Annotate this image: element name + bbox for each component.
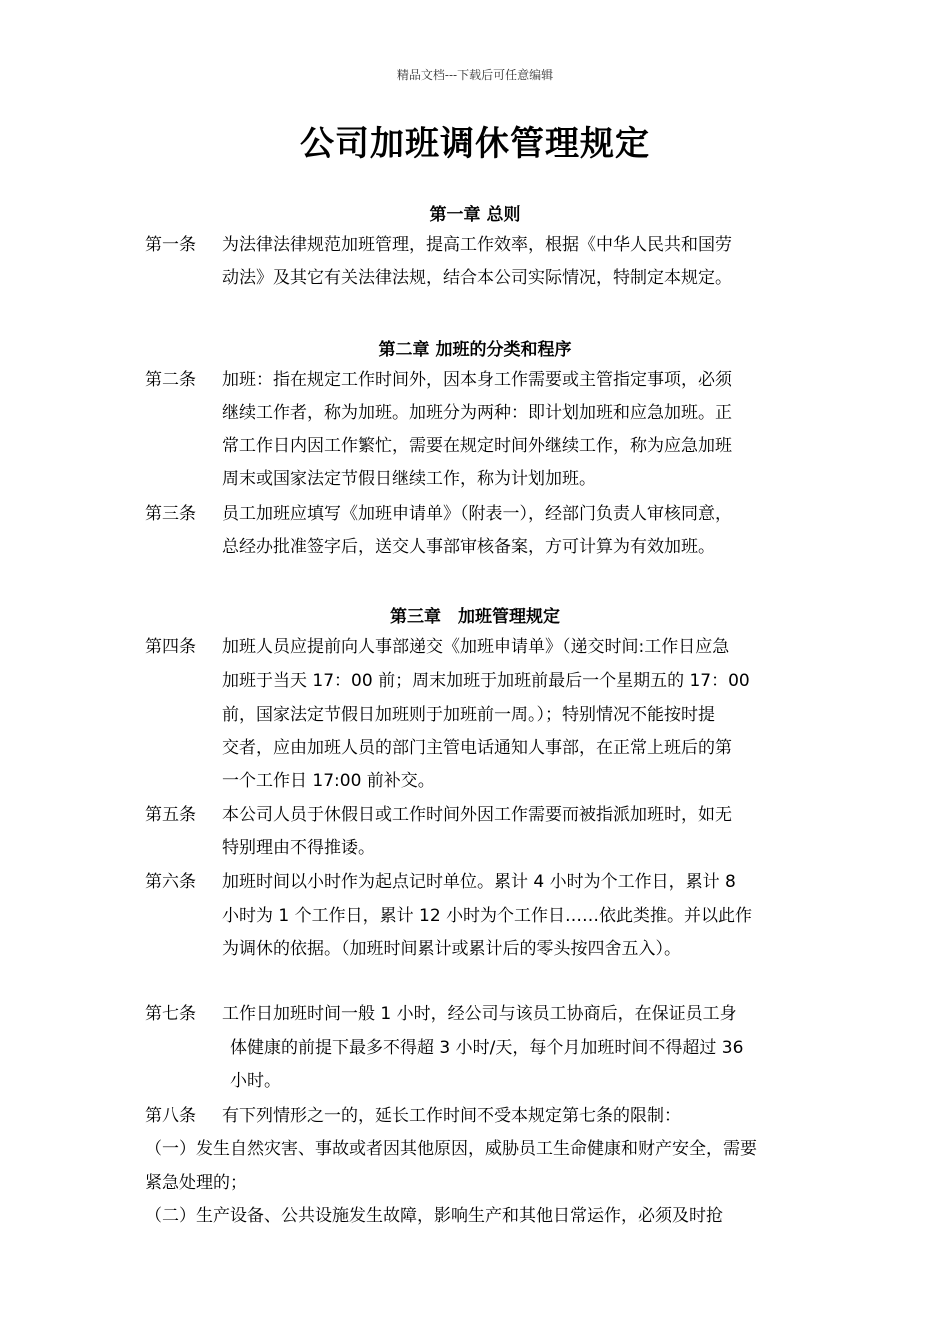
article-text: 总经办批准签字后，送交人事部审核备案，方可计算为有效加班。 bbox=[222, 537, 715, 557]
article-text: 加班时间以小时作为起点记时单位。累计 4 小时为个工作日，累计 8 bbox=[222, 872, 736, 892]
article-label: 第一条 bbox=[145, 235, 196, 255]
list-item: （一）发生自然灾害、事故或者因其他原因，威胁员工生命健康和财产安全，需要 bbox=[145, 1139, 757, 1159]
article-text: 常工作日内因工作繁忙，需要在规定时间外继续工作，称为应急加班 bbox=[222, 436, 732, 456]
article-text: 加班人员应提前向人事部递交《加班申请单》（递交时间:工作日应急 bbox=[222, 637, 730, 657]
article-label: 第六条 bbox=[145, 872, 196, 892]
article-label: 第五条 bbox=[145, 805, 196, 825]
chapter-heading: 第二章 加班的分类和程序 bbox=[378, 340, 572, 360]
article-text: 为法律法律规范加班管理，提高工作效率，根据《中华人民共和国劳 bbox=[222, 235, 732, 255]
article-label: 第七条 bbox=[145, 1004, 196, 1024]
article-text: 一个工作日 17:00 前补交。 bbox=[222, 771, 435, 791]
article-text: 员工加班应填写《加班申请单》（附表一），经部门负责人审核同意， bbox=[222, 504, 732, 524]
article-label: 第三条 bbox=[145, 504, 196, 524]
article-text: 周末或国家法定节假日继续工作，称为计划加班。 bbox=[222, 469, 596, 489]
article-text: 为调休的依据。（加班时间累计或累计后的零头按四舍五入）。 bbox=[222, 939, 681, 959]
article-text: 本公司人员于休假日或工作时间外因工作需要而被指派加班时，如无 bbox=[222, 805, 732, 825]
page-header: 精品文档---下载后可任意编辑 bbox=[396, 68, 554, 82]
article-text: 特别理由不得推诿。 bbox=[222, 838, 375, 858]
document-title: 公司加班调休管理规定 bbox=[300, 124, 650, 164]
article-text: 体健康的前提下最多不得超 3 小时/天，每个月加班时间不得超过 36 bbox=[230, 1038, 744, 1058]
article-label: 第四条 bbox=[145, 637, 196, 657]
article-text: 有下列情形之一的，延长工作时间不受本规定第七条的限制： bbox=[222, 1106, 681, 1126]
article-text: 加班于当天 17：00 前；周末加班于加班前最后一个星期五的 17：00 bbox=[222, 671, 750, 691]
article-text: 继续工作者，称为加班。加班分为两种：即计划加班和应急加班。正 bbox=[222, 403, 732, 423]
chapter-heading: 第一章 总则 bbox=[429, 205, 521, 225]
chapter-heading: 第三章 加班管理规定 bbox=[390, 607, 560, 627]
article-text: 交者，应由加班人员的部门主管电话通知人事部，在正常上班后的第 bbox=[222, 738, 732, 758]
article-label: 第二条 bbox=[145, 370, 196, 390]
article-text: 动法》及其它有关法律法规，结合本公司实际情况，特制定本规定。 bbox=[222, 268, 732, 288]
article-text: 加班：指在规定工作时间外，因本身工作需要或主管指定事项，必须 bbox=[222, 370, 732, 390]
article-label: 第八条 bbox=[145, 1106, 196, 1126]
list-item: （二）生产设备、公共设施发生故障，影响生产和其他日常运作，必须及时抢 bbox=[145, 1206, 723, 1226]
article-text: 工作日加班时间一般 1 小时，经公司与该员工协商后，在保证员工身 bbox=[222, 1004, 737, 1024]
article-text: 小时为 1 个工作日，累计 12 小时为个工作日……依此类推。并以此作 bbox=[222, 906, 753, 926]
article-text: 前，国家法定节假日加班则于加班前一周。）；特别情况不能按时提 bbox=[222, 705, 715, 725]
article-text: 小时。 bbox=[230, 1071, 281, 1091]
list-item: 紧急处理的； bbox=[145, 1173, 247, 1193]
